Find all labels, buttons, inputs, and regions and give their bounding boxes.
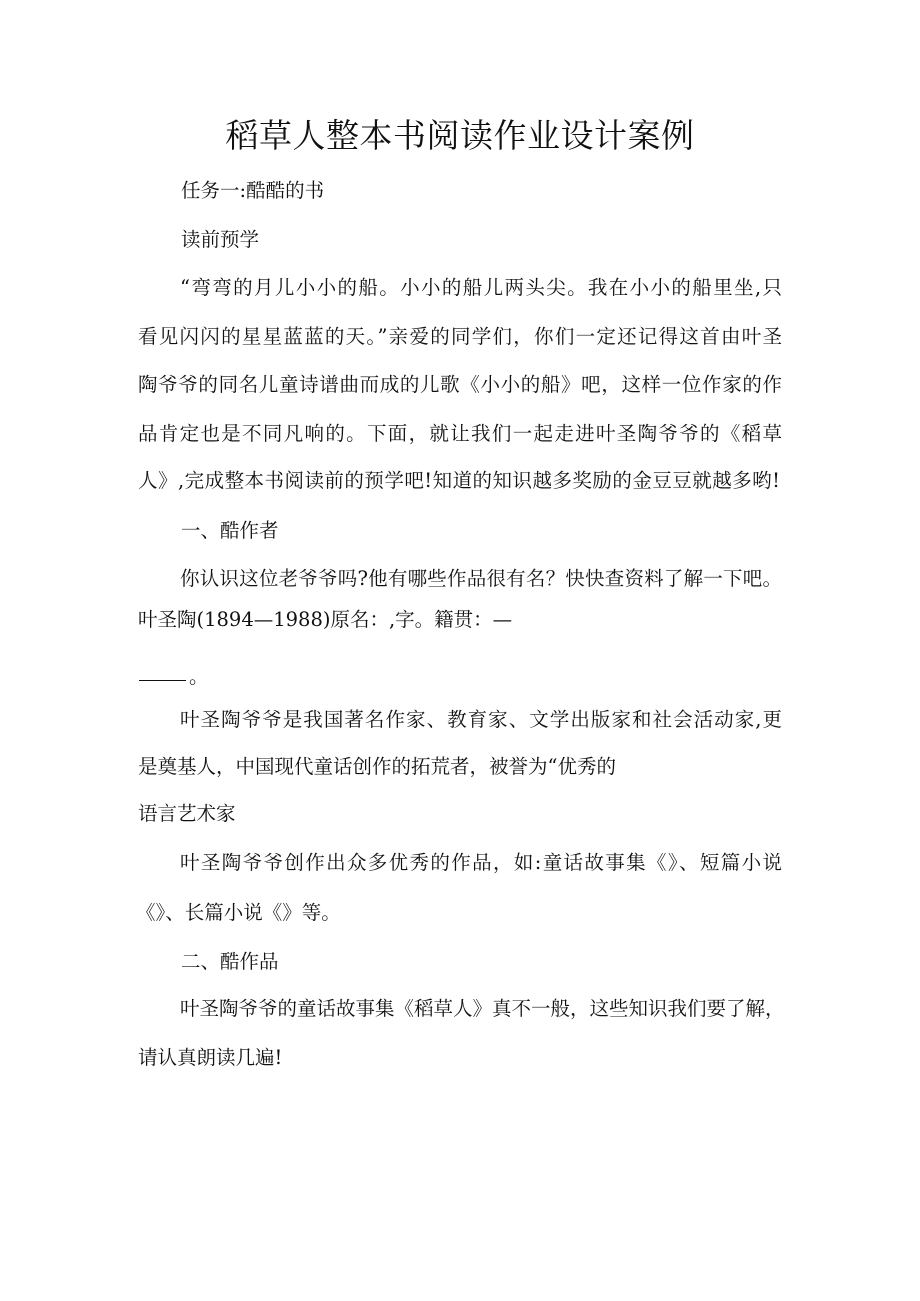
author-intro-line-2: 是奠基人，中国现代童话创作的拓荒者，被誉为“优秀的 [138,755,616,778]
intro-line-4: 品肯定也是不同凡响的。下面，就让我们一起走进叶圣陶爷爷的《稻草 [138,422,782,445]
author-info-line: 叶圣陶(1894—1988)原名：,字。籍贯：— [138,608,513,631]
author-question: 你认识这位老爷爷吗?他有哪些作品很有名？快快查资料了解一下吧。 [180,567,782,590]
task1-heading: 任务一:酷酷的书 [181,179,325,202]
document-title: 稻草人整本书阅读作业设计案例 [225,116,695,155]
prestudy-heading: 读前预学 [181,228,260,251]
author-intro-line-1: 叶圣陶爷爷是我国著名作家、教育家、文学出版家和社会活动家,更 [180,708,782,731]
intro-line-5: 人》,完成整本书阅读前的预学吧!知道的知识越多奖励的金豆豆就越多哟! [138,469,780,492]
blank-period: 。 [189,665,209,688]
intro-line-3: 陶爷爷的同名儿童诗谱曲而成的儿歌《小小的船》吧，这样一位作家的作 [138,373,782,396]
section1-heading: 一、酷作者 [181,519,279,542]
book-line-2: 请认真朗读几遍! [138,1046,283,1069]
intro-line-1: “弯弯的月儿小小的船。小小的船儿两头尖。我在小小的船里坐,只 [180,276,782,299]
intro-line-2: 看见闪闪的星星蓝蓝的天。”亲爱的同学们，你们一定还记得这首由叶圣 [138,325,782,348]
fill-in-blank [139,680,186,681]
book-line-1: 叶圣陶爷爷的童话故事集《稻草人》真不一般，这些知识我们要了解， [180,997,785,1020]
section2-heading: 二、酷作品 [181,950,279,973]
author-intro-line-3: 语言艺术家 [138,802,236,825]
works-line-1: 叶圣陶爷爷创作出众多优秀的作品，如:童话故事集《》、短篇小说 [180,851,782,874]
works-line-2: 《》、长篇小说《》等。 [136,901,341,924]
